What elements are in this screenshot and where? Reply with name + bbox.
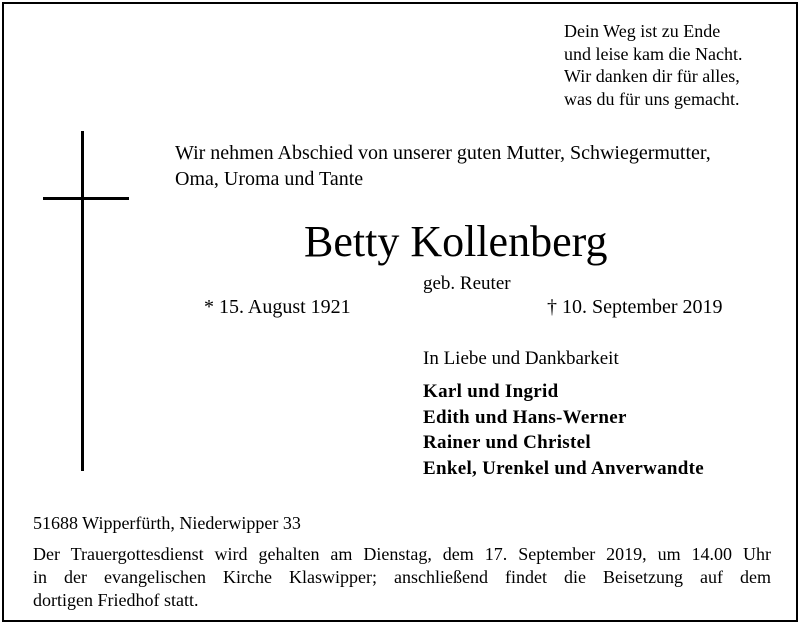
cross-vertical-bar <box>81 131 84 471</box>
maiden-name: geb. Reuter <box>423 273 511 294</box>
poem-line: was du für uns gemacht. <box>564 88 740 109</box>
farewell-intro <box>175 140 711 192</box>
mourner-name: Enkel, Urenkel und Anverwandte <box>423 457 705 479</box>
mourner-name: Karl und Ingrid <box>423 381 559 402</box>
cross-horizontal-bar <box>43 197 129 200</box>
service-line: Der Trauergottesdienst wird gehalten am Dienstag, dem 17. September 2019, um 14.00 Uhr <box>33 544 771 564</box>
mourner-name: Edith und Hans-Werner <box>423 406 627 428</box>
mourners-intro: In Liebe und Dankbarkeit <box>423 348 619 369</box>
birth-date: * 15. August 1921 <box>204 296 351 318</box>
intro-line: Wir nehmen Abschied von unserer guten Mutter, Schwiegermutter, <box>175 142 711 164</box>
deceased-name: Betty Kollenberg <box>304 217 608 266</box>
obituary-notice <box>2 2 798 622</box>
poem-line: Dein Weg ist zu Ende <box>564 21 721 41</box>
poem-line: und leise kam die Nacht. <box>564 43 743 64</box>
intro-line: Oma, Uroma und Tante <box>175 168 364 190</box>
death-date: † 10. September 2019 <box>547 296 723 318</box>
poem-verse <box>564 20 742 110</box>
service-line: in der evangelischen Kirche Klaswipper; anschließend findet die Beisetzung auf dem <box>33 567 771 587</box>
mourners-list <box>423 379 704 481</box>
address: 51688 Wipperfürth, Niederwipper 33 <box>33 513 301 533</box>
service-line: dortigen Friedhof statt. <box>33 590 199 610</box>
funeral-service-info <box>33 543 771 612</box>
mourner-name: Rainer und Christel <box>423 432 591 453</box>
poem-line: Wir danken dir für alles, <box>564 66 740 86</box>
